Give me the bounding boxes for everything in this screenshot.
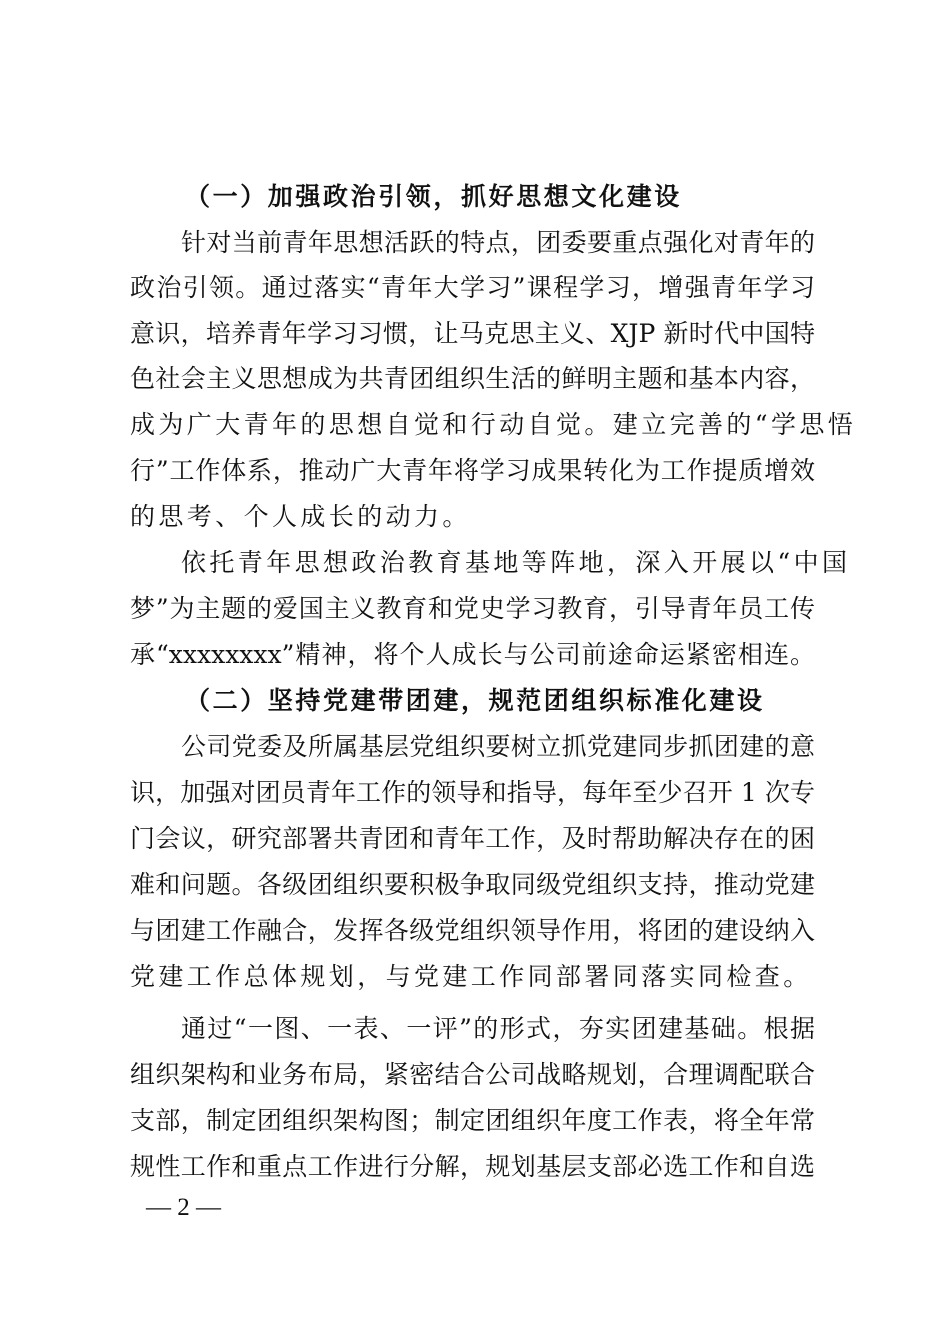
paragraph-line: 通过“一图、一表、一评”的形式，夯实团建基础。根据 <box>181 1014 815 1043</box>
paragraph-line: 与团建工作融合，发挥各级党组织领导作用，将团的建设纳入 <box>130 916 815 945</box>
paragraph-line: 识，加强对团员青年工作的领导和指导，每年至少召开 1 次专 <box>130 778 815 807</box>
paragraph-line: 党建工作总体规划，与党建工作同部署同落实同检查。 <box>130 962 812 991</box>
paragraph-line: 的思考、个人成长的动力。 <box>130 502 471 531</box>
paragraph-line: 针对当前青年思想活跃的特点，团委要重点强化对青年的 <box>181 228 815 257</box>
page-number: — 2 — <box>146 1194 221 1221</box>
paragraph-line: 公司党委及所属基层党组织要树立抓党建同步抓团建的意 <box>181 732 815 761</box>
paragraph-line: 组织架构和业务布局，紧密结合公司战略规划，合理调配联合 <box>130 1060 815 1089</box>
paragraph-line: 行”工作体系，推动广大青年将学习成果转化为工作提质增效 <box>130 456 815 485</box>
paragraph-line: 承“xxxxxxxx”精神，将个人成长与公司前途命运紧密相连。 <box>130 640 815 669</box>
paragraph-line: 支部，制定团组织架构图；制定团组织年度工作表，将全年常 <box>130 1106 815 1135</box>
section-heading-1: （一）加强政治引领，抓好思想文化建设 <box>185 182 682 211</box>
paragraph-line: 意识，培养青年学习习惯，让马克思主义、XJP 新时代中国特 <box>130 319 815 348</box>
paragraph-line: 规性工作和重点工作进行分解，规划基层支部必选工作和自选 <box>130 1152 815 1181</box>
paragraph-line: 难和问题。各级团组织要积极争取同级党组织支持，推动党建 <box>130 870 815 899</box>
paragraph-line: 政治引领。通过落实“青年大学习”课程学习，增强青年学习 <box>130 273 815 302</box>
paragraph-line: 依托青年思想政治教育基地等阵地，深入开展以“中国 <box>181 548 851 577</box>
paragraph-line: 色社会主义思想成为共青团组织生活的鲜明主题和基本内容， <box>130 364 815 393</box>
paragraph-line: 梦”为主题的爱国主义教育和党史学习教育，引导青年员工传 <box>130 594 815 623</box>
paragraph-line: 门会议，研究部署共青团和青年工作，及时帮助解决存在的困 <box>130 824 815 853</box>
paragraph-line: 成为广大青年的思想自觉和行动自觉。建立完善的“学思悟 <box>130 410 857 439</box>
section-heading-2: （二）坚持党建带团建，规范团组织标准化建设 <box>185 686 765 715</box>
